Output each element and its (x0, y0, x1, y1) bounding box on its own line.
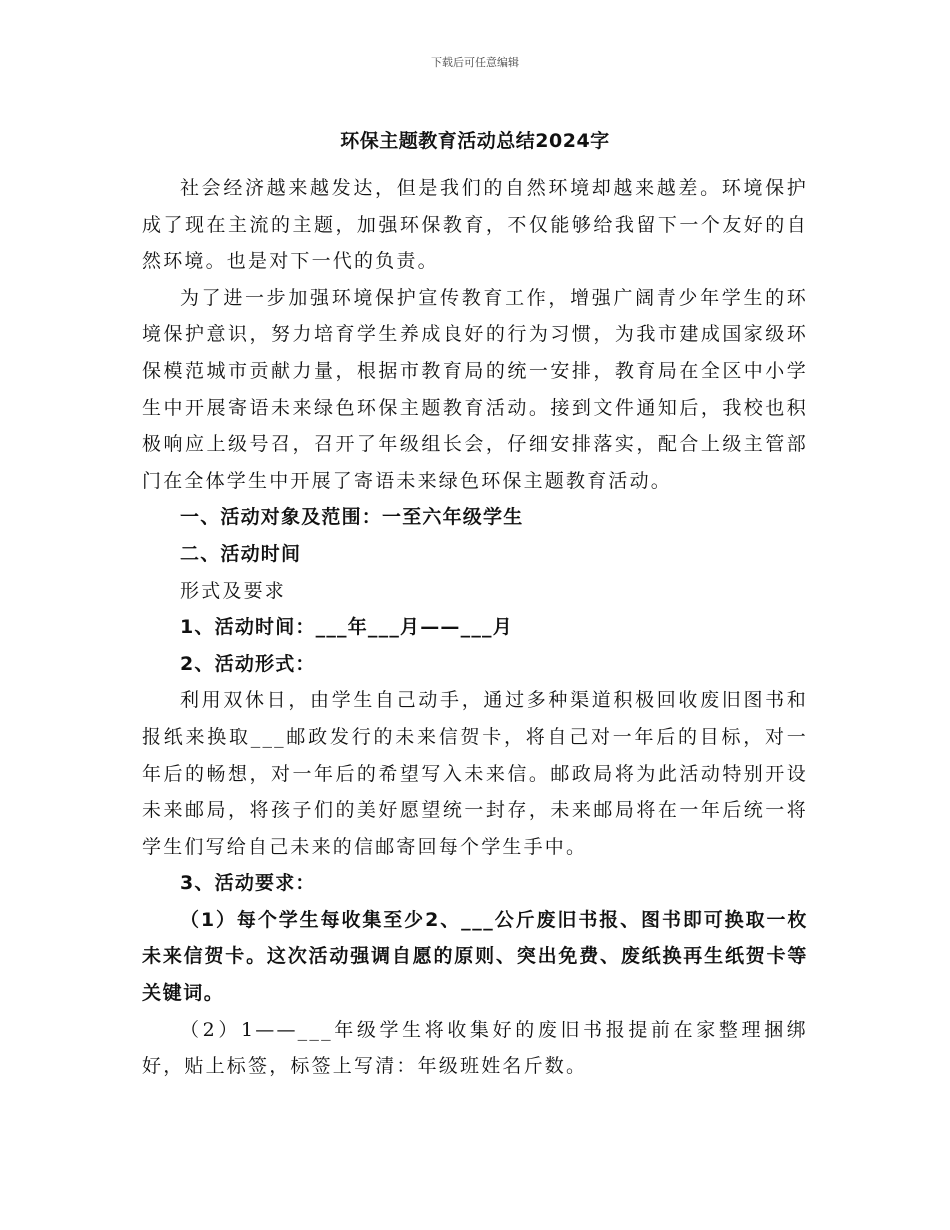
item-heading-activity-form: 2、活动形式： (180, 652, 316, 675)
paragraph-intro: 社会经济越来越发达，但是我们的自然环境却越来越差。环境保护成了现在主流的主题，加强环保教育，不仅能够给我留下一个友好的自然环境。也是对下一代的负责。 (142, 177, 808, 273)
page-header-note: 下载后可任意编辑 (431, 56, 519, 69)
item-heading-activity-time: 1、活动时间：___年___月——___月 (180, 616, 513, 639)
paragraph-requirement-2: （2）1——___年级学生将收集好的废旧书报提前在家整理捆绑好，贴上标签，标签上写清：年级班姓名斤数。 (142, 1018, 808, 1078)
section-subtitle-format: 形式及要求 (180, 579, 287, 602)
section-heading-time: 二、活动时间 (180, 542, 302, 565)
paragraph-background: 为了进一步加强环境保护宣传教育工作，增强广阔青少年学生的环境保护意识，努力培育学生养成良好的行为习惯，为我市建成国家级环保模范城市贡献力量，根据市教育局的统一安排，教育局在全区中小学生中开展寄语未来绿色环保主题教育活动。接到文件通知后，我校也积极响应上级号召，召开了年级组长会，仔细安排落实，配合上级主管部门在全体学生中开展了寄语未来绿色环保主题教育活动。 (142, 286, 808, 492)
document-title: 环保主题教育活动总结2024字 (340, 130, 610, 152)
item-heading-activity-requirements: 3、活动要求： (180, 872, 316, 895)
section-heading-scope: 一、活动对象及范围：一至六年级学生 (180, 506, 524, 529)
paragraph-activity-form: 利用双休日，由学生自己动手，通过多种渠道积极回收废旧图书和报纸来换取___邮政发行的未来信贺卡，将自己对一年后的目标，对一年后的畅想，对一年后的希望写入未来信。邮政局将为此活动特别开设未来邮局，将孩子们的美好愿望统一封存，未来邮局将在一年后统一将学生们写给自己未来的信邮寄回每个学生手中。 (142, 689, 808, 858)
document-body (142, 170, 808, 1085)
paragraph-requirement-1: （1）每个学生每收集至少2、___公斤废旧书报、图书即可换取一枚未来信贺卡。这次活动强调自愿的原则、突出免费、废纸换再生纸贺卡等关键词。 (142, 908, 808, 1005)
